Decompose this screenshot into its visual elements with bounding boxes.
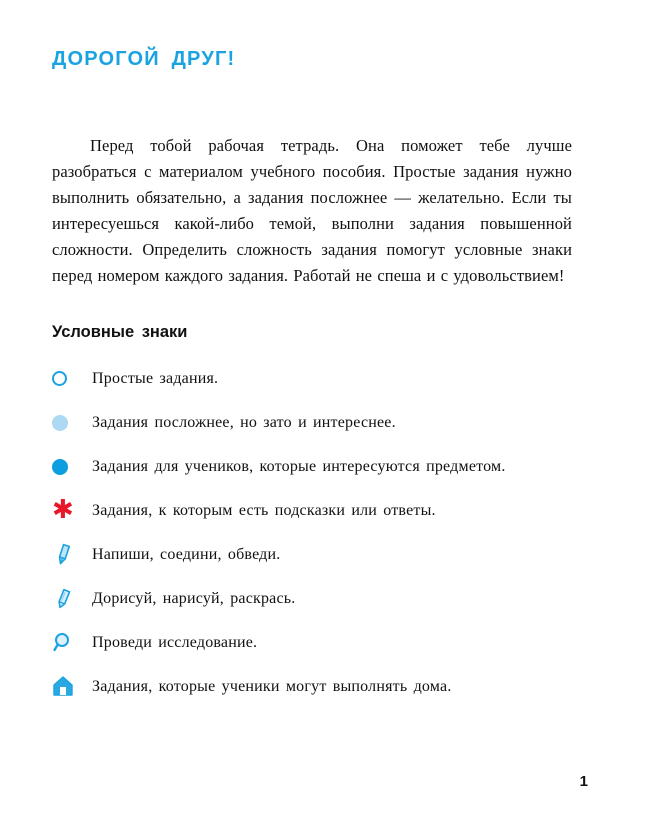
- circle-solid-icon: [52, 454, 92, 479]
- page-content: [52, 48, 572, 718]
- asterisk-icon: ✱: [52, 495, 74, 524]
- list-item: [52, 495, 572, 524]
- list-item: [52, 586, 572, 611]
- legend-heading: Условные знаки: [52, 323, 188, 341]
- circle-outline-icon: [52, 366, 92, 391]
- list-item-label: Проведи исследование.: [92, 634, 258, 651]
- list-item: [52, 674, 572, 699]
- list-item: [52, 542, 572, 567]
- list-item-label: Задания, к которым есть подсказки или ответы.: [92, 502, 436, 519]
- list-item: [52, 454, 572, 479]
- circle-light-filled-icon: [52, 410, 92, 435]
- list-item: [52, 630, 572, 655]
- pencil-icon: [52, 586, 92, 611]
- list-item: [52, 366, 572, 391]
- list-item-label: Задания, которые ученики могут выполнять дома.: [92, 678, 452, 695]
- list-item-label: Задания посложнее, но зато и интереснее.: [92, 414, 396, 431]
- list-item: [52, 410, 572, 435]
- list-item-label: Простые задания.: [92, 370, 219, 387]
- page-number: 1: [579, 773, 588, 790]
- page-title: ДОРОГОЙ ДРУГ!: [52, 48, 236, 70]
- magnifier-icon: [52, 630, 92, 655]
- legend-list: [52, 366, 572, 699]
- intro-paragraph: Перед тобой рабочая тетрадь. Она поможет тебе лучше разобраться с материалом учебного пособия. Простые задания нужно выполнить обязательно, а задания посложнее — желательно. Если ты интересуешься какой-либо темой, выполни задания повышенной сложности. Определить сложность задания помогут условные знаки перед номером каждого задания. Работай не спеша и с удовольствием!: [52, 136, 572, 285]
- list-item-label: Напиши, соедини, обведи.: [92, 546, 281, 563]
- list-item-label: Задания для учеников, которые интересуются предметом.: [92, 458, 506, 475]
- pen-icon: [52, 542, 92, 567]
- house-icon: [52, 674, 92, 699]
- list-item-label: Дорисуй, нарисуй, раскрась.: [92, 590, 296, 607]
